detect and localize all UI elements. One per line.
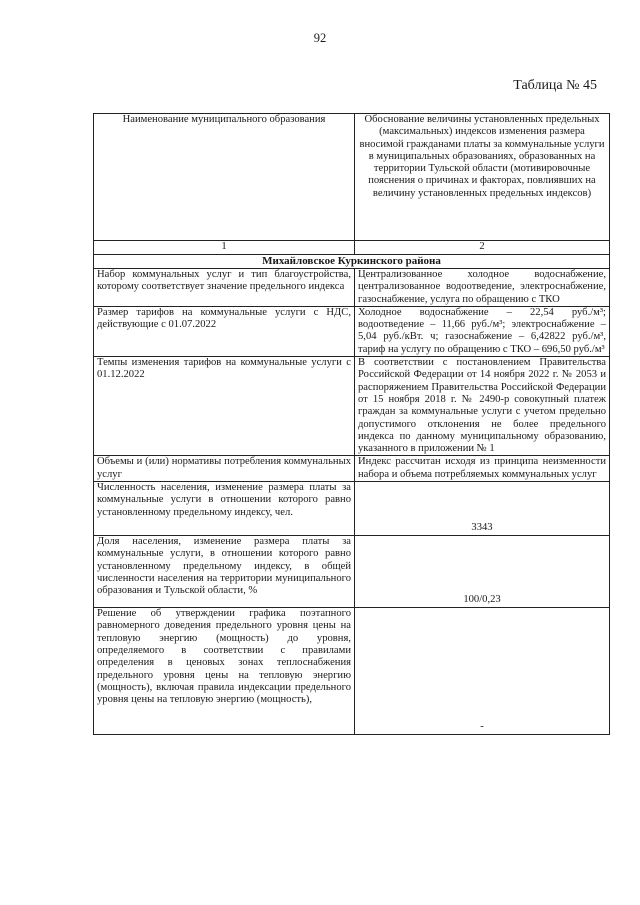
row-value: 100/0,23 [355, 536, 610, 608]
row-value: 3343 [355, 482, 610, 536]
justification-table [93, 113, 610, 735]
row-value: В соответствии с постановлением Правительства Российской Федерации от 14 ноября 2022 г. № 2053 и распоряжением Правительства Российской Федерации от 15 ноября 2018 г. № 2490-р совокупный платеж граждан за коммунальные услуги с учетом предельно допустимого отклонения не более предельного индекса по данному муниципальному образованию, указанного в приложении № 1 [355, 357, 610, 456]
column-number-row [94, 241, 610, 255]
header-col-municipality: Наименование муниципального образования [94, 114, 355, 241]
row-label: Численность населения, изменение размера платы за коммунальные услуги в отношении которого равно установленному предельному индексу, чел. [94, 482, 355, 536]
table-row [94, 536, 610, 608]
table-title: Таблица № 45 [513, 78, 597, 93]
table-row [94, 269, 610, 307]
row-value: Индекс рассчитан исходя из принципа неизменности набора и объема потребляемых коммунальных услуг [355, 456, 610, 482]
column-number-2: 2 [355, 241, 610, 255]
row-label: Набор коммунальных услуг и тип благоустройства, которому соответствует значение предельного индекса [94, 269, 355, 307]
page-number: 92 [313, 31, 327, 45]
row-label: Темпы изменения тарифов на коммунальные услуги с 01.12.2022 [94, 357, 355, 456]
row-label: Размер тарифов на коммунальные услуги с НДС, действующие с 01.07.2022 [94, 306, 355, 356]
header-col-justification: Обоснование величины установленных предельных (максимальных) индексов изменения размера вносимой гражданами платы за коммунальные услуги в муниципальных образованиях, образованных на территории Тульской области (мотивировочные пояснения о причинах и факторах, повлиявших на величину установленных предельных индексов) [355, 114, 610, 241]
column-number-1: 1 [94, 241, 355, 255]
row-value: Холодное водоснабжение – 22,54 руб./м³; водоотведение – 11,66 руб./м³; электроснабжение – 5,04 руб./кВт. ч; газоснабжение – 6,42822 руб./м³, тариф на услугу по обращению с ТКО – 696,50 руб./м³ [355, 306, 610, 356]
row-label: Доля населения, изменение размера платы за коммунальные услуги, в отношении которого равно установленному предельному индексу, в общей численности населения на территории муниципального образования и Тульской области, % [94, 536, 355, 608]
row-value: - [355, 608, 610, 735]
table-row [94, 456, 610, 482]
section-row [94, 255, 610, 269]
row-label: Решение об утверждении графика поэтапного равномерного доведения предельного уровня цены на тепловую энергию (мощность) до уровня, определяемого в соответствии с правилами определения в ценовых зонах теплоснабжения предельного уровня цены на тепловую энергию (мощность), включая правила индексации предельного уровня цены на тепловую энергию (мощность), [94, 608, 355, 735]
table-row [94, 482, 610, 536]
row-label: Объемы и (или) нормативы потребления коммунальных услуг [94, 456, 355, 482]
table-row [94, 306, 610, 356]
row-value: Централизованное холодное водоснабжение, централизованное водоотведение, электроснабжение, газоснабжение, услуга по обращению с ТКО [355, 269, 610, 307]
table-row [94, 357, 610, 456]
municipality-title: Михайловское Куркинского района [94, 255, 610, 269]
table-row [94, 608, 610, 735]
table-header-row [94, 114, 610, 241]
